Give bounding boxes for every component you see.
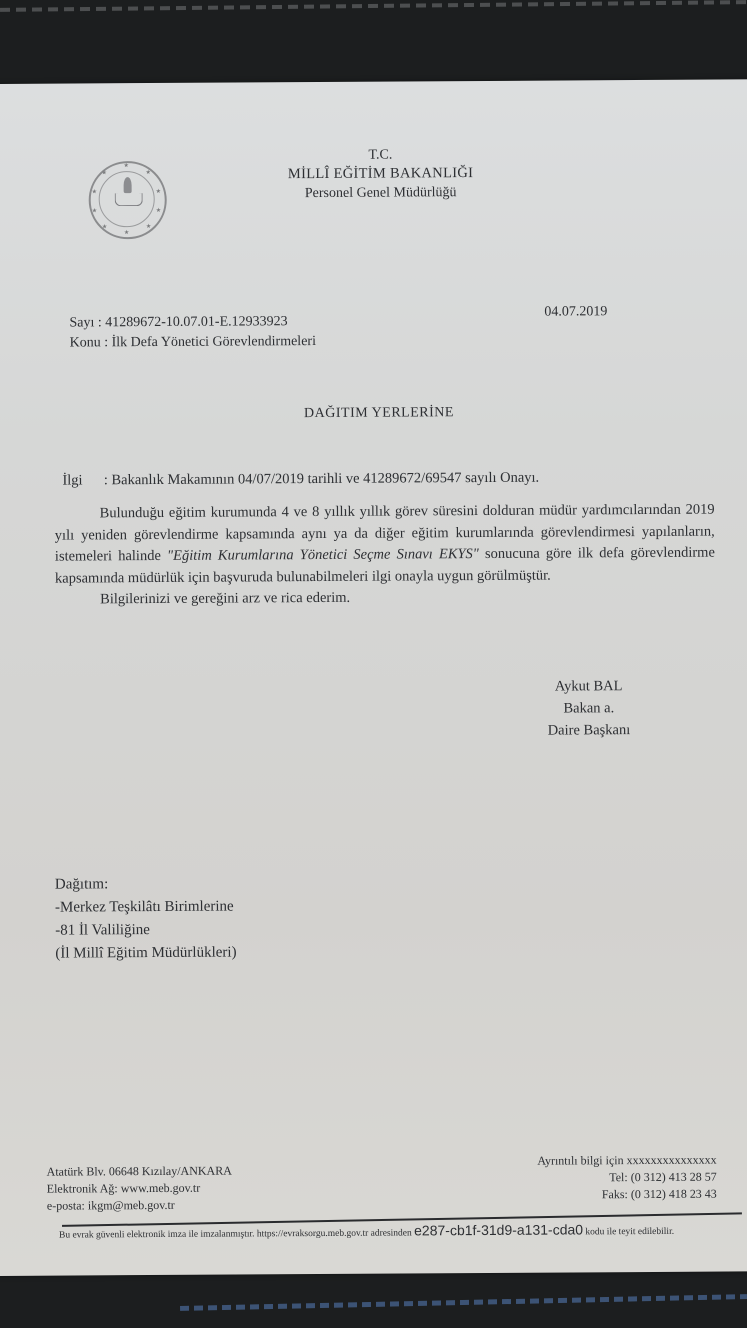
footer-fax: Faks: (0 312) 418 23 43 <box>601 1186 717 1202</box>
signatory-name: Aykut BAL <box>554 678 623 695</box>
footer-web: Elektronik Ağ: www.meb.gov.tr <box>46 1180 201 1196</box>
reference-line <box>62 468 539 491</box>
signature-block <box>534 675 644 742</box>
signatory-title: Daire Başkanı <box>547 722 631 739</box>
distribution-item: -Merkez Teşkilâtı Birimlerine <box>54 898 234 916</box>
footer-contact-right <box>537 1152 717 1204</box>
background-stitching <box>0 0 747 12</box>
distribution-item: (İl Millî Eğitim Müdürlükleri) <box>55 944 237 962</box>
verification-note <box>59 1221 674 1241</box>
distribution-list <box>55 873 237 966</box>
recipient-title: DAĞITIM YERLERİNE <box>303 405 454 422</box>
document-page <box>0 79 747 1276</box>
country-label: T.C. <box>368 147 393 163</box>
document-subject <box>70 332 316 354</box>
footer-contact-left <box>47 1163 233 1215</box>
footer-info: Ayrıntılı bilgi için xxxxxxxxxxxxxxx <box>537 1152 717 1168</box>
footer-email: e-posta: ikgm@meb.gov.tr <box>46 1197 175 1213</box>
reference-text: : Bakanlık Makamının 04/07/2019 tarihli ve 41289672/69547 sayılı Onayı. <box>103 469 540 489</box>
distribution-label: Dağıtım: <box>54 876 109 893</box>
closing-paragraph: Bilgilerinizi ve gereğini arz ve rica ederim. <box>100 589 351 608</box>
footer-tel: Tel: (0 312) 413 28 57 <box>609 1169 717 1185</box>
book-icon <box>115 193 143 206</box>
verification-code: e287-cb1f-31d9-a131-cda0 <box>414 1221 584 1239</box>
distribution-item: -81 İl Valiliğine <box>55 922 150 939</box>
body-text-part: Bulunduğu eğitim kurumunda 4 ve 8 yıllık yıllık görev süresini dolduran müdür yardımcılarından 2019 yılı yeniden görevlendirme kapsamında aynı ya da diğer eğitim kurumlarında görevlendirmesi yapılanların, istemeleri halinde <box>54 501 715 565</box>
letter-body <box>55 500 716 612</box>
konu-value: : İlk Defa Yönetici Görevlendirmeleri <box>104 334 316 351</box>
letterhead <box>280 145 480 203</box>
footer-address: Atatürk Blv. 06648 Kızılay/ANKARA <box>46 1163 232 1179</box>
body-paragraph <box>55 500 716 590</box>
reference-label: İlgi <box>62 472 83 489</box>
document-number <box>69 312 287 333</box>
background-stitching <box>180 1294 747 1311</box>
signatory-authority: Bakan a. <box>563 700 615 717</box>
sayi-label: Sayı <box>69 315 95 331</box>
department-name: Personel Genel Müdürlüğü <box>304 185 457 202</box>
body-text-part: sonucuna göre ilk defa görevlendirme kapsamında müdürlük için başvuruda bulunabilmeleri ilgi onayla uygun görülmüştür. <box>54 544 715 587</box>
document-date: 04.07.2019 <box>544 304 608 320</box>
sayi-value: : 41289672-10.07.01-E.12933923 <box>97 314 288 331</box>
torch-icon <box>124 177 132 193</box>
verification-suffix: kodu ile teyit edilebilir. <box>585 1226 675 1238</box>
ministry-name: MİLLÎ EĞİTİM BAKANLIĞI <box>287 165 474 183</box>
ministry-seal-icon: ★ ★ ★ ★ ★ ★ ★ ★ ★ ★ <box>88 161 166 239</box>
verification-prefix: Bu evrak güvenli elektronik imza ile imzalanmıştır. https://evraksorgu.meb.gov.tr adresinden <box>59 1228 415 1241</box>
konu-label: Konu <box>69 335 101 351</box>
exam-name: "Eğitim Kurumlarına Yönetici Seçme Sınavı EKYS" <box>166 546 479 564</box>
